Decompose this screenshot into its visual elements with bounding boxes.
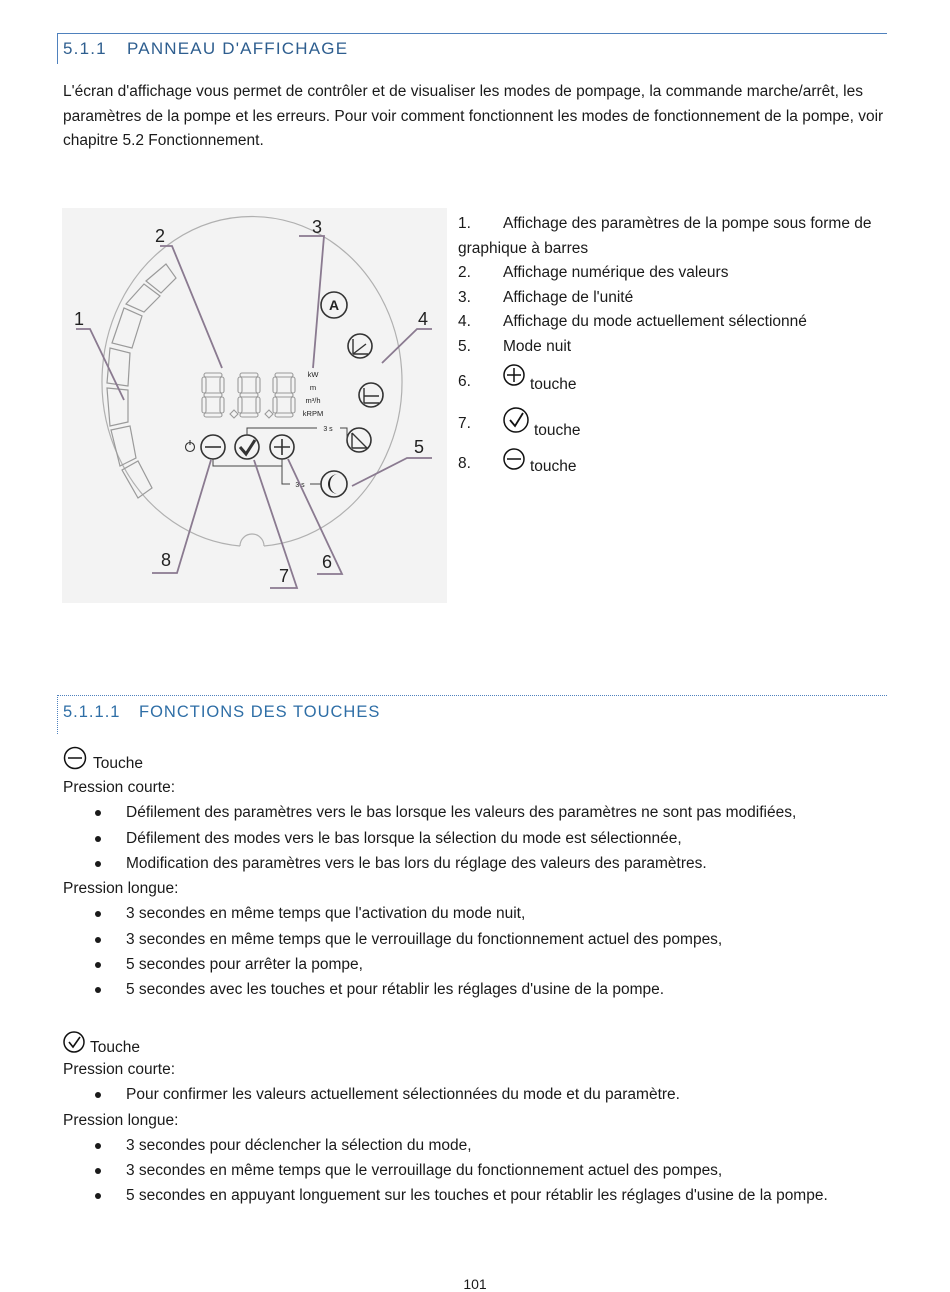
list-item: 3 secondes pour déclencher la sélection du mode, (63, 1133, 903, 1158)
timer-label-lower: 3 s (295, 482, 305, 489)
callout-7: 7 (278, 566, 290, 586)
callout-5: 5 (413, 437, 425, 457)
check-key-icon (235, 435, 259, 459)
legend-item: 5. Mode nuit (458, 337, 572, 355)
check-key-section (63, 1030, 903, 1209)
callout-3: 3 (311, 217, 323, 237)
legend-item: 3. Affichage de l'unité (458, 288, 634, 306)
list-item: 5 secondes pour arrêter la pompe, (63, 952, 903, 977)
legend-item: 1. Affichage des paramètres de la pompe sous forme de (458, 215, 872, 232)
list-item: 5 secondes en appuyant longuement sur les touches et pour rétablir les réglages d'usine de la pompe. (63, 1183, 903, 1208)
minus-key-section (63, 745, 903, 1002)
callout-8: 8 (160, 550, 172, 570)
subsection-title: FONCTIONS DES TOUCHES (139, 703, 381, 721)
short-press-list (63, 1082, 903, 1107)
short-press-list (63, 800, 903, 876)
subsection-number: 5.1.1.1 (63, 703, 121, 721)
unit-m: m (309, 383, 317, 392)
callout-4: 4 (417, 309, 429, 329)
digit-display (202, 373, 295, 418)
callout-6: 6 (321, 552, 333, 572)
subsection-heading (63, 703, 380, 722)
minus-circle-icon (503, 447, 527, 473)
unit-m3h: m³/h (305, 396, 321, 405)
page-number: 101 (463, 1276, 487, 1292)
list-item: Défilement des paramètres vers le bas lorsque les valeurs des paramètres ne sont pas modifiées, (63, 800, 903, 825)
check-circle-icon (503, 405, 531, 437)
list-item: 3 secondes en même temps que le verrouillage du fonctionnement actuel des pompes, (63, 927, 903, 952)
legend-item: 6. touche (458, 363, 890, 405)
section-number: 5.1.1 (63, 39, 107, 58)
list-item: 3 secondes en même temps que le verrouillage du fonctionnement actuel des pompes, (63, 1158, 903, 1183)
section-heading (63, 39, 348, 59)
short-press-label: Pression courte: (63, 1061, 175, 1078)
unit-krpm: kRPM (302, 409, 324, 418)
long-press-label: Pression longue: (63, 880, 179, 898)
unit-kw: kW (307, 370, 319, 379)
section-title: PANNEAU D'AFFICHAGE (127, 39, 349, 58)
bar-graph (107, 264, 176, 498)
figure-legend (458, 212, 890, 489)
legend-item: 8. touche (458, 447, 890, 489)
legend-item-continuation: graphique à barres (458, 239, 589, 257)
callout-1: 1 (73, 309, 85, 329)
intro-paragraph: L'écran d'affichage vous permet de contrôler et de visualiser les modes de pompage, la commande marche/arrêt, les paramètres de la pompe et les erreurs. Pour voir comment fonctionnent les modes de fonctionnement de la pompe, voir chapitre 5.2 Fonctionnement. (63, 83, 884, 149)
timer-label-upper: 3 s (323, 426, 333, 433)
list-item: Modification des paramètres vers le bas lors du réglage des valeurs des paramètres. (63, 851, 903, 876)
unit-labels (303, 370, 323, 418)
legend-item: 7. touche (458, 405, 890, 447)
key-label: Touche (90, 1039, 140, 1056)
long-press-list (63, 901, 903, 1002)
auto-mode-letter: A (328, 297, 340, 313)
list-item: Défilement des modes vers le bas lorsque la sélection du mode est sélectionnée, (63, 826, 903, 851)
list-item: 5 secondes avec les touches et pour rétablir les réglages d'usine de la pompe. (63, 977, 903, 1002)
key-label: Touche (93, 755, 143, 772)
plus-circle-icon (503, 363, 527, 389)
list-item: Pour confirmer les valeurs actuellement sélectionnées du mode et du paramètre. (63, 1082, 903, 1107)
list-item: 3 secondes en même temps que l'activation du mode nuit, (63, 901, 903, 926)
legend-item: 4. Affichage du mode actuellement sélectionné (458, 313, 807, 330)
callout-2: 2 (154, 226, 166, 246)
control-panel-figure (62, 208, 447, 603)
minus-circle-icon (63, 745, 89, 771)
legend-item: 2. Affichage numérique des valeurs (458, 264, 729, 281)
long-press-label: Pression longue: (63, 1111, 179, 1129)
long-press-list (63, 1133, 903, 1209)
short-press-label: Pression courte: (63, 779, 175, 796)
check-circle-icon (63, 1030, 87, 1054)
